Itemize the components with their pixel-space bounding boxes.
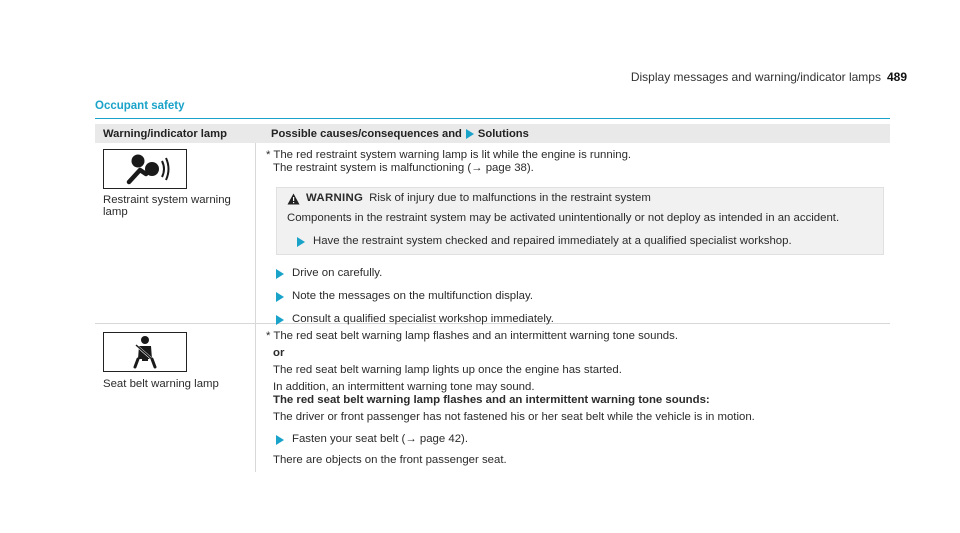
lamp-icon-frame bbox=[103, 149, 187, 189]
seatbelt-icon bbox=[128, 335, 162, 369]
warning-lamp-table bbox=[95, 124, 890, 472]
column-header-causes bbox=[255, 128, 890, 140]
cause-text: The red seat belt warning lamp lights up once the engine has started. bbox=[273, 364, 622, 376]
cause-text: The restraint system is malfunctioning (→ page 38). bbox=[273, 162, 534, 174]
arrow-icon bbox=[276, 269, 284, 279]
page-number: 489 bbox=[886, 70, 907, 84]
warning-step-text: Have the restraint system checked and repaired immediately at a qualified specialist workshop. bbox=[313, 235, 792, 247]
warning-box bbox=[276, 187, 884, 255]
lamp-label: Seat belt warning lamp bbox=[103, 378, 219, 390]
warning-text: Risk of injury due to malfunctions in the restraint system bbox=[369, 192, 651, 204]
warning-title: WARNING bbox=[306, 192, 364, 204]
warning-heading bbox=[287, 192, 873, 205]
table-row bbox=[95, 324, 890, 472]
cause-heading: The red seat belt warning lamp flashes and an intermittent warning tone sounds: bbox=[273, 394, 710, 406]
solution-step-text: Fasten your seat belt (→ page 42). bbox=[292, 433, 469, 445]
lamp-icon-frame bbox=[103, 332, 187, 372]
warning-triangle-icon bbox=[287, 193, 300, 205]
or-label: or bbox=[273, 347, 285, 359]
table-header bbox=[95, 124, 890, 143]
page-header-title: Display messages and warning/indicator lamps bbox=[630, 70, 881, 84]
arrow-icon bbox=[466, 129, 474, 139]
warning-line: Components in the restraint system may be activated unintentionally or not deploy as intended in an accident. bbox=[287, 212, 840, 224]
column-header-causes-label: Possible causes/consequences and bbox=[271, 127, 462, 140]
solution-step-text: Note the messages on the multifunction display. bbox=[292, 290, 534, 302]
warning-step bbox=[287, 235, 873, 248]
cause-text: * The red restraint system warning lamp is lit while the engine is running. bbox=[266, 149, 632, 161]
cause-text: In addition, an intermittent warning tone may sound. bbox=[273, 381, 535, 393]
solution-step-text: Consult a qualified specialist workshop immediately. bbox=[292, 313, 554, 325]
column-header-lamp: Warning/indicator lamp bbox=[103, 127, 227, 140]
causes-cell bbox=[255, 324, 890, 472]
lamp-cell bbox=[95, 324, 255, 472]
arrow-icon bbox=[276, 435, 284, 445]
section-divider bbox=[95, 118, 890, 119]
solution-step-text: Drive on carefully. bbox=[292, 267, 383, 279]
airbag-icon bbox=[120, 153, 170, 185]
solution-step bbox=[266, 433, 884, 446]
solution-step bbox=[266, 290, 884, 303]
arrow-icon bbox=[276, 292, 284, 302]
cause-text: There are objects on the front passenger seat. bbox=[273, 454, 507, 466]
lamp-label: Restraint system warning lamp bbox=[103, 194, 231, 218]
causes-cell bbox=[255, 143, 890, 323]
section-title: Occupant safety bbox=[95, 100, 185, 112]
column-header-solutions-label: Solutions bbox=[477, 127, 529, 140]
page-header bbox=[631, 70, 907, 84]
cause-text: * The red seat belt warning lamp flashes and an intermittent warning tone sounds. bbox=[266, 330, 678, 342]
solution-step bbox=[266, 267, 884, 280]
cause-text: The driver or front passenger has not fastened his or her seat belt while the vehicle is in motion. bbox=[273, 411, 755, 423]
lamp-cell bbox=[95, 143, 255, 323]
arrow-icon bbox=[297, 237, 305, 247]
table-row bbox=[95, 143, 890, 324]
